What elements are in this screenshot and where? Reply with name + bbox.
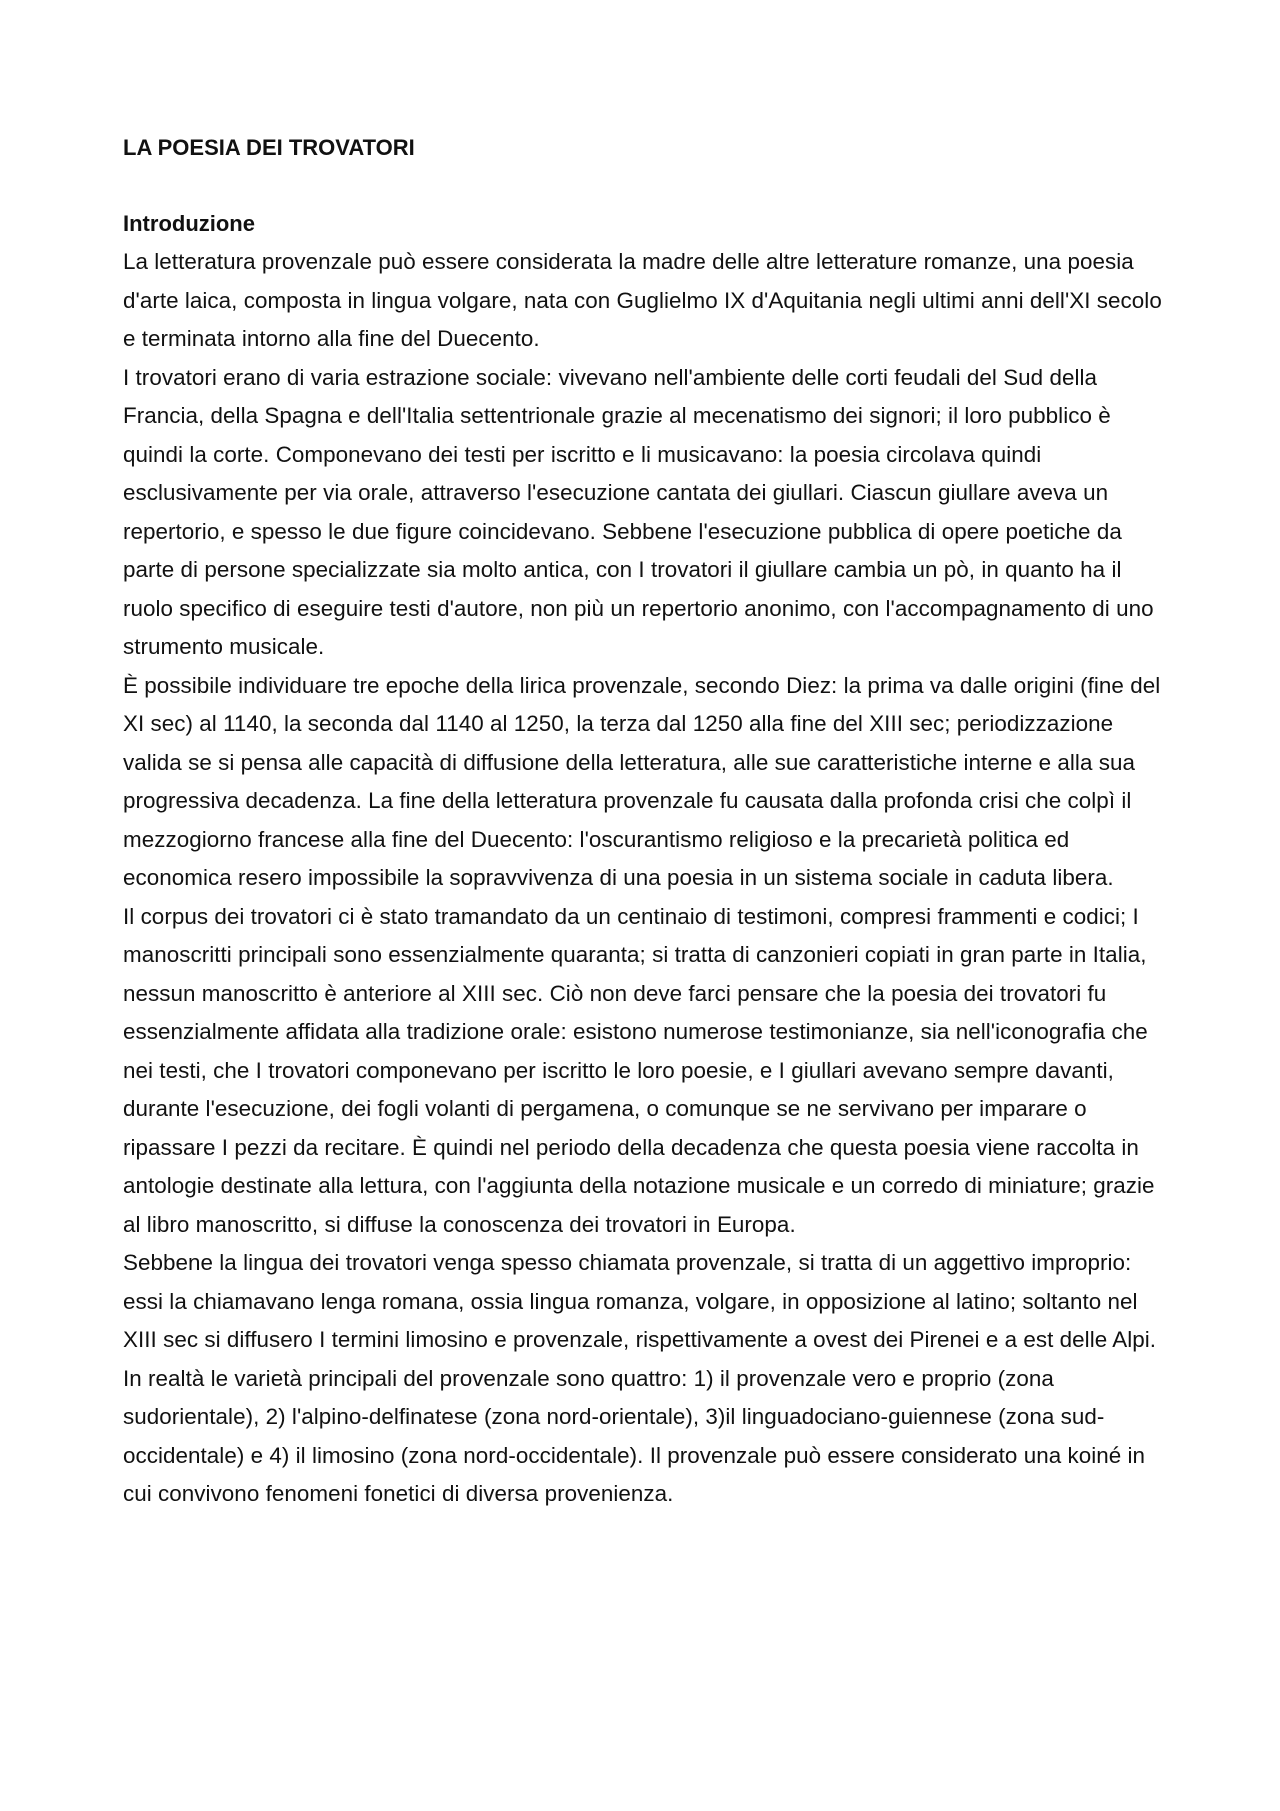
- paragraph: Il corpus dei trovatori ci è stato tramandato da un centinaio di testimoni, compresi frammenti e codici; I manoscritti principali sono essenzialmente quaranta; si tratta di canzonieri copiati in gran parte in Italia, nessun manoscritto è anteriore al XIII sec. Ciò non deve farci pensare che la poesia dei trovatori fu essenzialmente affidata alla tradizione orale: esistono numerose testimonianze, sia nell'iconografia che nei testi, che I trovatori componevano per iscritto le loro poesie, e I giullari avevano sempre davanti, durante l'esecuzione, dei fogli volanti di pergamena, o comunque se ne servivano per imparare o ripassare I pezzi da recitare. È quindi nel periodo della decadenza che questa poesia viene raccolta in antologie destinate alla lettura, con l'aggiunta della notazione musicale e un corredo di miniature; grazie al libro manoscritto, si diffuse la conoscenza dei trovatori in Europa.: [123, 903, 1155, 1237]
- document-page: [123, 112, 1173, 1514]
- paragraph: È possibile individuare tre epoche della lirica provenzale, secondo Diez: la prima va dalle origini (fine del XI sec) al 1140, la seconda dal 1140 al 1250, la terza dal 1250 alla fine del XIII sec; periodizzazione valida se si pensa alle capacità di diffusione della letteratura, alle sue caratteristiche interne e alla sua progressiva decadenza. La fine della letteratura provenzale fu causata dalla profonda crisi che colpì il mezzogiorno francese alla fine del Duecento: l'oscurantismo religioso e la precarietà politica ed economica resero impossibile la sopravvivenza di una poesia in un sistema sociale in caduta libera.: [123, 672, 1161, 890]
- section-heading: Introduzione: [123, 211, 255, 236]
- document-title: LA POESIA DEI TROVATORI: [123, 135, 415, 160]
- paragraph: I trovatori erano di varia estrazione sociale: vivevano nell'ambiente delle corti feudali del Sud della Francia, della Spagna e dell'Italia settentrionale grazie al mecenatismo dei signori; il loro pubblico è quindi la corte. Componevano dei testi per iscritto e li musicavano: la poesia circolava quindi esclusivamente per via orale, attraverso l'esecuzione cantata dei giullari. Ciascun giullare aveva un repertorio, e spesso le due figure coincidevano. Sebbene l'esecuzione pubblica di opere poetiche da parte di persone specializzate sia molto antica, con I trovatori il giullare cambia un pò, in quanto ha il ruolo specifico di eseguire testi d'autore, non più un repertorio anonimo, con l'accompagnamento di uno strumento musicale.: [123, 364, 1154, 659]
- paragraph: La letteratura provenzale può essere considerata la madre delle altre letterature romanze, una poesia d'arte laica, composta in lingua volgare, nata con Guglielmo IX d'Aquitania negli ultimi anni dell'XI secolo e terminata intorno alla fine del Duecento.: [123, 249, 1162, 351]
- paragraph: Sebbene la lingua dei trovatori venga spesso chiamata provenzale, si tratta di un aggettivo improprio: essi la chiamavano lenga romana, ossia lingua romanza, volgare, in opposizione al latino; soltanto nel XIII sec si diffusero I termini limosino e provenzale, rispettivamente a ovest dei Pirenei e a est delle Alpi. In realtà le varietà principali del provenzale sono quattro: 1) il provenzale vero e proprio (zona sudorientale), 2) l'alpino-delfinatese (zona nord-orientale), 3)il linguadociano-guiennese (zona sud-occidentale) e 4) il limosino (zona nord-occidentale). Il provenzale può essere considerato una koiné in cui convivono fenomeni fonetici di diversa provenienza.: [123, 1250, 1157, 1506]
